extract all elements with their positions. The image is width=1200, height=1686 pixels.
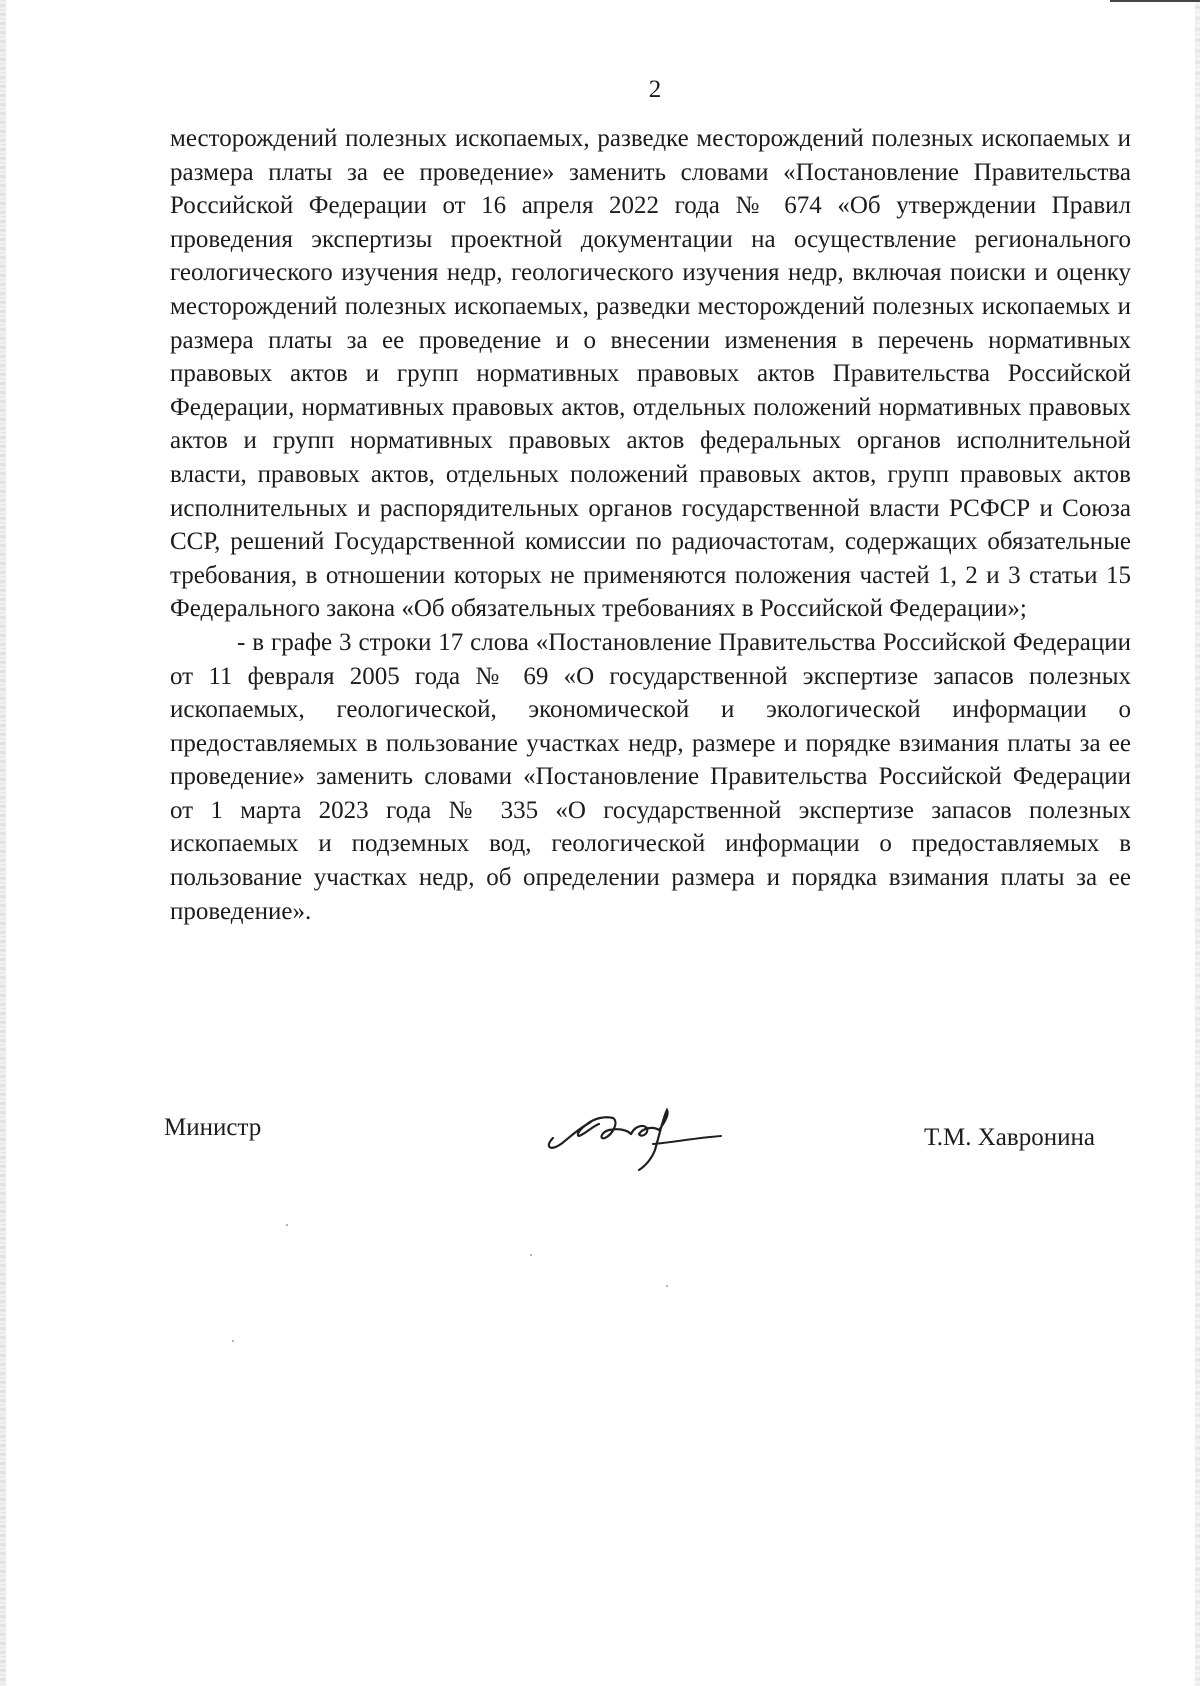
scan-top-mark	[1110, 0, 1200, 2]
signer-position: Министр	[164, 1114, 262, 1141]
page-number: 2	[648, 76, 662, 103]
scan-speck	[286, 1224, 288, 1226]
scan-edge-right	[1195, 0, 1200, 1686]
scan-speck	[666, 1285, 668, 1287]
scan-speck	[530, 1254, 532, 1256]
handwritten-signature	[535, 1100, 735, 1180]
scan-speck	[232, 1340, 234, 1342]
signature-block	[0, 1100, 1200, 1220]
paragraph-row-17-amendment: - в графе 3 строки 17 слова «Постановление Правительства Российской Федерации от 11 февраля 2005 года № 69 «О государственной экспертизе запасов полезных ископаемых, геологической, экономической и экологической информации о предоставляемых в пользование участках недр, размере и порядке взимания платы за ее проведение» заменить словами «Постановление Правительства Российской Федерации от 1 марта 2023 года № 335 «О государственной экспертизе запасов полезных ископаемых и подземных вод, геологической информации о предоставляемых в пользование участках недр, об определении размера и порядка взимания платы за ее проведение».	[170, 628, 1131, 925]
signer-name: Т.М. Хавронина	[924, 1124, 1095, 1151]
paragraph-continuation: месторождений полезных ископаемых, разведке месторождений полезных ископаемых и размера платы за ее проведение» заменить словами «Постановление Правительства Российской Федерации от 16 апреля 2022 года № 674 «Об утверждении Правил проведения экспертизы проектной документации на осуществление регионального геологического изучения недр, геологического изучения недр, включая поиски и оценку месторождений полезных ископаемых, разведки месторождений полезных ископаемых и размера платы за ее проведение и о внесении изменения в перечень нормативных правовых актов и групп нормативных правовых актов Правительства Российской Федерации, нормативных правовых актов, отдельных положений нормативных правовых актов и групп нормативных правовых актов федеральных органов исполнительной власти, правовых актов, отдельных положений правовых актов, групп правовых актов исполнительных и распорядительных органов государственной власти РСФСР и Союза ССР, решений Государственной комиссии по радиочастотам, содержащих обязательные требования, в отношении которых не применяются положения частей 1, 2 и 3 статьи 15 Федерального закона «Об обязательных требованиях в Российской Федерации»;	[170, 125, 1131, 623]
document-body	[170, 122, 1131, 928]
scan-edge-left	[0, 0, 6, 1686]
